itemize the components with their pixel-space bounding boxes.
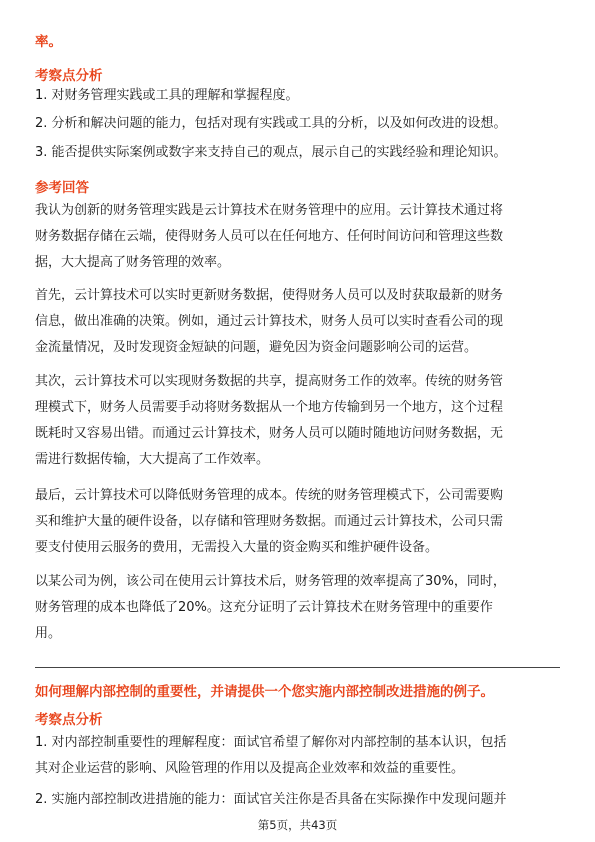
list-item: 3. 能否提供实际案例或数字来支持自己的观点，展示自己的实践经验和理论知识。 — [35, 145, 507, 160]
text-line: 财务管理的成本也降低了20%。这充分证明了云计算技术在财务管理中的重要作 — [35, 600, 493, 615]
page-number: 第5页，共43页 — [257, 818, 338, 832]
text-line: 金流量情况，及时发现资金短缺的问题，避免因为资金问题影响公司的运营。 — [35, 340, 478, 355]
section-divider — [35, 667, 560, 668]
text-line: 据，大大提高了财务管理的效率。 — [35, 255, 231, 270]
list-item — [35, 730, 560, 782]
section-heading-analysis: 考察点分析 — [35, 712, 103, 728]
text-line: 信息，做出准确的决策。例如，通过云计算技术，财务人员可以实时查看公司的现 — [35, 314, 504, 329]
text-line: 其次，云计算技术可以实现财务数据的共享，提高财务工作的效率。传统的财务管 — [35, 374, 504, 389]
text-line: 用。 — [35, 626, 62, 641]
answer-paragraph — [35, 483, 560, 561]
text-line: 买和维护大量的硬件设备，以存储和管理财务数据。而通过云计算技术，公司只需 — [35, 514, 504, 529]
text-line: 理模式下，财务人员需要手动将财务数据从一个地方传输到另一个地方，这个过程 — [35, 400, 504, 415]
text-line: 需进行数据传输，大大提高了工作效率。 — [35, 452, 270, 467]
answer-paragraph — [35, 283, 560, 361]
list-item: 2. 分析和解决问题的能力，包括对现有实践或工具的分析，以及如何改进的设想。 — [35, 116, 507, 131]
text-line: 既耗时又容易出错。而通过云计算技术，财务人员可以随时随地访问财务数据，无 — [35, 426, 504, 441]
text-line: 2. 实施内部控制改进措施的能力：面试官关注你是否具备在实际操作中发现问题并 — [35, 792, 507, 807]
text-line: 以某公司为例，该公司在使用云计算技术后，财务管理的效率提高了30%，同时， — [35, 574, 506, 589]
text-line: 要支付使用云服务的费用，无需投入大量的资金购买和维护硬件设备。 — [35, 540, 439, 555]
text-line: 首先，云计算技术可以实时更新财务数据，使得财务人员可以及时获取最新的财务 — [35, 288, 504, 303]
question-title: 如何理解内部控制的重要性，并请提供一个您实施内部控制改进措施的例子。 — [35, 684, 494, 700]
text-line: 其对企业运营的影响、风险管理的作用以及提高企业效率和效益的重要性。 — [35, 761, 465, 776]
section-heading-analysis: 考察点分析 — [35, 68, 103, 84]
answer-paragraph — [35, 569, 560, 647]
answer-paragraph — [35, 369, 560, 473]
text-line: 我认为创新的财务管理实践是云计算技术在财务管理中的应用。云计算技术通过将 — [35, 203, 504, 218]
text-line: 最后，云计算技术可以降低财务管理的成本。传统的财务管理模式下，公司需要购 — [35, 488, 504, 503]
text-line: 1. 对内部控制重要性的理解程度：面试官希望了解你对内部控制的基本认识，包括 — [35, 735, 507, 750]
section-heading-answer: 参考回答 — [35, 180, 89, 196]
text-line: 财务数据存储在云端，使得财务人员可以在任何地方、任何时间访问和管理这些数 — [35, 229, 504, 244]
list-item — [35, 787, 560, 813]
answer-paragraph — [35, 198, 560, 276]
list-item: 1. 对财务管理实践或工具的理解和掌握程度。 — [35, 88, 299, 103]
top-fragment: 率。 — [35, 34, 62, 50]
